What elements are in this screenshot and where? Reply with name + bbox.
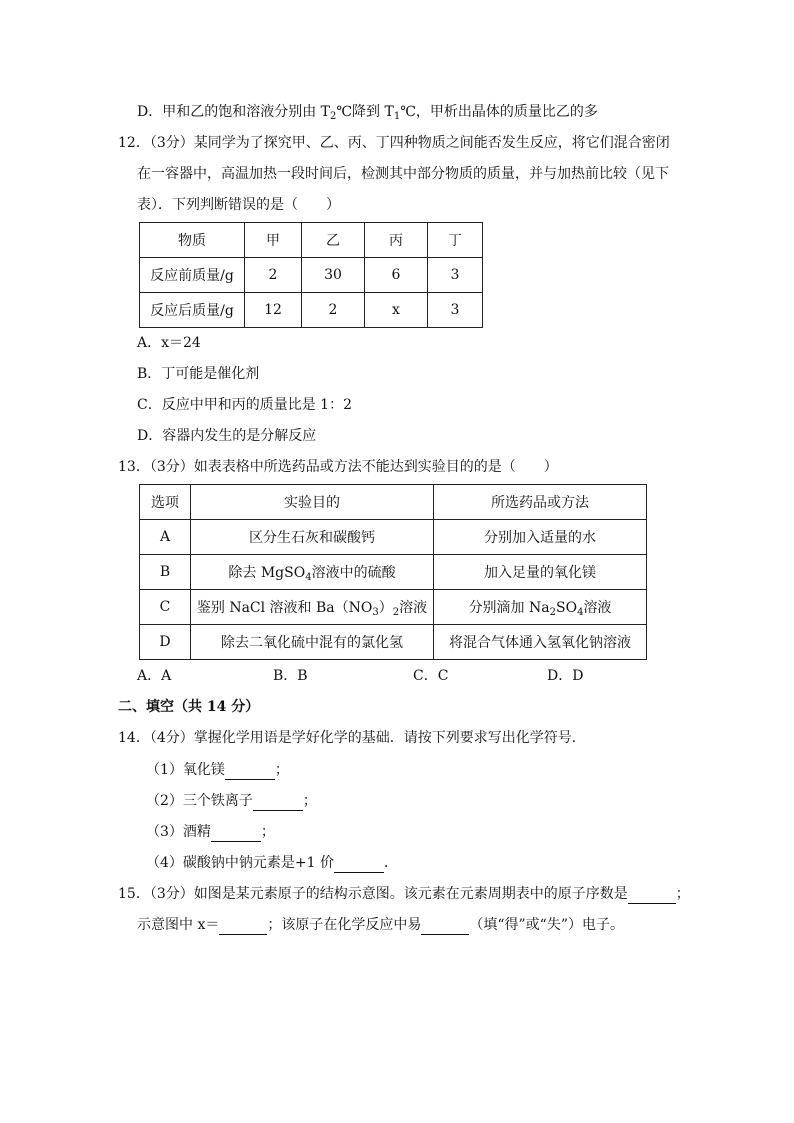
cell-text: SO [555,600,578,616]
q15-text: 示意图中 x＝ [137,917,220,933]
q13-answer-c: C．C [413,668,449,684]
table-cell: 分别加入适量的水 [434,520,647,555]
table-cell: 3 [428,258,483,293]
table-cell: 反应前质量/g [140,258,245,293]
answer-blank[interactable] [421,919,469,935]
table-row [140,520,647,555]
q13-answer-a: A．A [137,668,172,684]
answer-blank[interactable] [334,857,384,873]
table-row [140,555,647,590]
table-cell [191,590,434,625]
q15-line2 [137,915,624,935]
q14-item-label: （1）氧化镁 [146,762,225,778]
q15-text: ；该原子在化学反应中易 [267,917,422,933]
q12-stem-line2: 在一容器中，高温加热一段时间后，检测其中部分物质的质量，并与加热前比较（见下 [137,166,669,182]
cell-sub: 4 [577,607,584,618]
q12-mass-table [139,222,483,328]
q14-item-label: （4）碳酸钠中钠元素是+1 价 [146,855,334,871]
table-cell: 6 [365,258,428,293]
q14-item-1 [146,760,289,780]
table-header-row [140,223,483,258]
table-cell [191,555,434,590]
cell-text: 鉴别 NaCl 溶液和 Ba（NO [196,600,373,616]
answer-blank[interactable] [211,826,261,842]
q12-option-a: A．x＝24 [137,335,201,351]
table-cell: 丁 [428,223,483,258]
q12-option-d: D．容器内发生的是分解反应 [137,428,317,444]
q15-text: 15．（3分）如图是某元素原子的结构示意图。该元素在元素周期表中的原子序数是 [118,886,628,902]
answer-blank[interactable] [628,888,676,904]
q14-item-end: ； [260,824,275,840]
q11-d-sub-2: 1 [393,111,401,122]
table-cell: 将混合气体通入氢氧化钠溶液 [434,625,647,660]
table-row [140,590,647,625]
q11-d-text-2: ℃降到 T [336,104,394,120]
q12-stem-line1: 12．（3分）某同学为了探究甲、乙、丙、丁四种物质之间能否发生反应，将它们混合密闭 [118,135,670,151]
table-cell: 甲 [245,223,302,258]
cell-sub: 2 [549,607,556,618]
q12-stem-line3: 表）．下列判断错误的是（ ） [137,197,340,213]
q15-text: ； [675,886,690,902]
q15-line1 [118,884,690,904]
q14-stem: 14．（4分）掌握化学用语是学好化学的基础．请按下列要求写出化学符号． [118,730,586,746]
cell-sub: 3 [372,607,379,618]
table-cell: 2 [302,293,365,328]
table-cell: 加入足量的氧化镁 [434,555,647,590]
q13-experiment-table [139,484,647,660]
q14-item-4 [146,853,398,873]
q14-item-2 [146,791,317,811]
table-cell: 2 [245,258,302,293]
table-cell: 3 [428,293,483,328]
table-row [140,293,483,328]
table-cell: 乙 [302,223,365,258]
cell-sub: 4 [305,572,312,583]
table-cell: 反应后质量/g [140,293,245,328]
table-cell: 所选药品或方法 [434,485,647,520]
q11-d-text-3: ℃，甲析出晶体的质量比乙的多 [400,104,598,120]
q11-d-sub-1: 2 [330,111,337,122]
q14-item-end: ． [384,855,398,871]
table-row [140,258,483,293]
cell-text: 溶液 [583,600,612,616]
table-cell: x [365,293,428,328]
table-cell: B [140,555,191,590]
answer-blank[interactable] [225,764,275,780]
q13-stem: 13．（3分）如表表格中所选药品或方法不能达到实验目的的是（ ） [118,459,558,475]
q14-item-label: （2）三个铁离子 [146,793,253,809]
q14-item-end: ； [274,762,289,778]
table-cell: 除去二氧化硫中混有的氯化氢 [191,625,434,660]
q11-option-d [137,102,598,122]
q11-d-text-1: D．甲和乙的饱和溶液分别由 T [137,104,331,120]
table-cell: 丙 [365,223,428,258]
table-cell [434,590,647,625]
q12-option-b: B．丁可能是催化剂 [137,366,260,382]
cell-text: 分别滴加 Na [468,600,550,616]
q15-text: （填“得”或“失”）电子。 [469,917,624,933]
table-cell: 选项 [140,485,191,520]
table-cell: 区分生石灰和碳酸钙 [191,520,434,555]
table-cell: 物质 [140,223,245,258]
table-cell: D [140,625,191,660]
table-cell: 12 [245,293,302,328]
cell-text: 溶液 [399,600,428,616]
section-title: 二、填空（共 14 分） [118,699,260,715]
q12-option-c: C．反应中甲和丙的质量比是 1：2 [137,397,352,413]
q13-answer-d: D．D [547,668,584,684]
q13-answer-b: B．B [273,668,308,684]
table-cell: 30 [302,258,365,293]
table-cell: 实验目的 [191,485,434,520]
cell-text: 除去 MgSO [228,565,306,581]
table-header-row [140,485,647,520]
answer-blank[interactable] [253,795,303,811]
cell-text: 溶液中的硫酸 [311,565,396,581]
answer-blank[interactable] [219,919,267,935]
table-cell: A [140,520,191,555]
table-row [140,625,647,660]
cell-sub: 2 [392,607,400,618]
table-cell: C [140,590,191,625]
cell-text: ） [378,600,393,616]
q14-item-label: （3）酒精 [146,824,211,840]
q14-item-end: ； [302,793,317,809]
q14-item-3 [146,822,275,842]
